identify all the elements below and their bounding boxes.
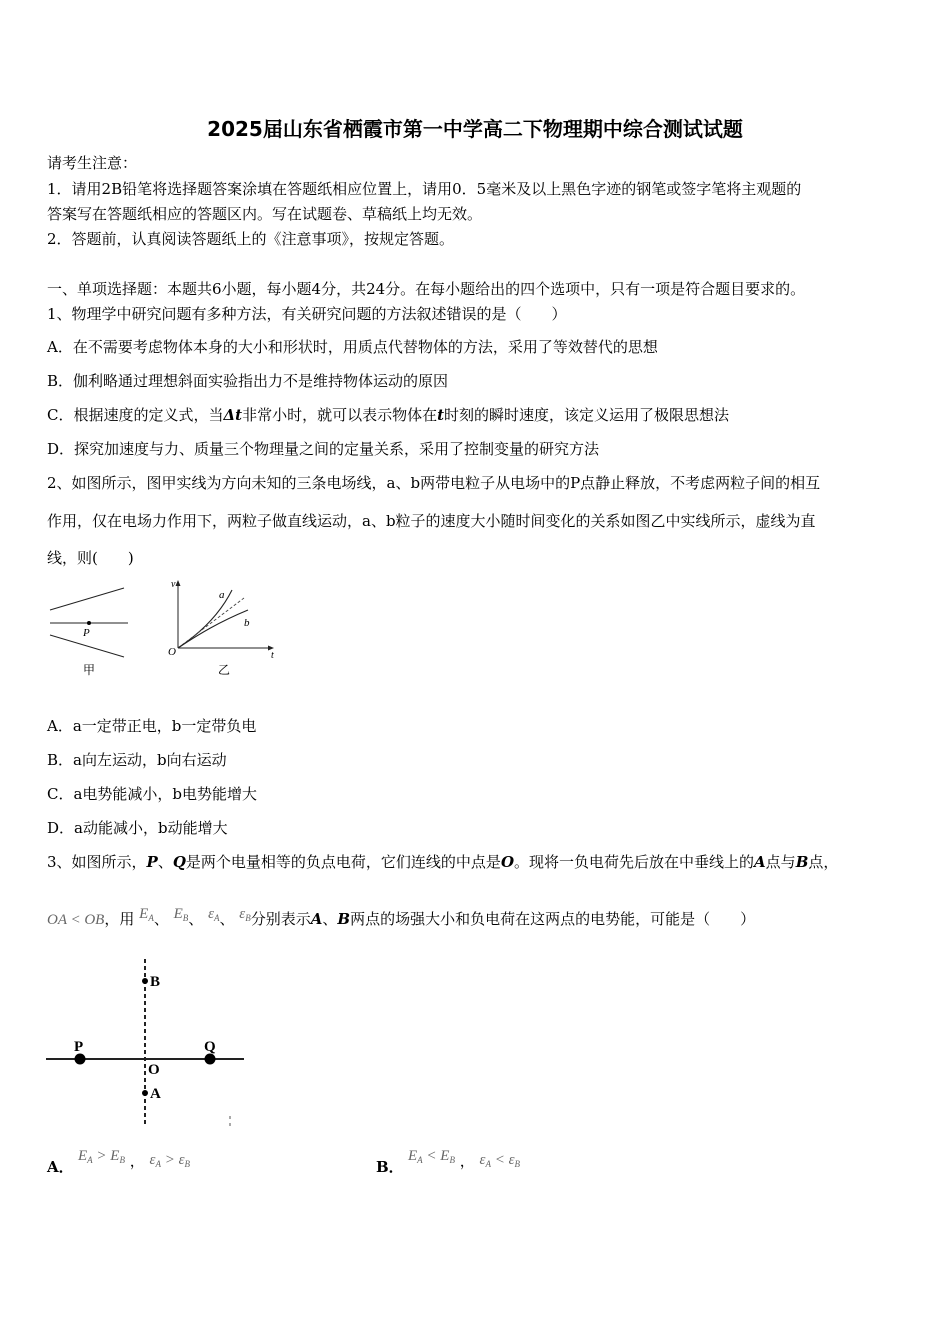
q3-dun-2: 、 xyxy=(188,910,204,928)
q3-optA-epsa: $\varepsilon_A$ xyxy=(149,1152,161,1169)
q3-dian: 点， xyxy=(808,853,839,871)
q3-optA-ea: $E_A$ xyxy=(78,1148,93,1165)
q1-option-d: D．探究加速度与力、质量三个物理量之间的定量关系，采用了控制变量的研究方法 xyxy=(47,440,600,458)
q3-and: 点与 xyxy=(765,853,796,871)
label-p: P xyxy=(74,1039,84,1055)
q3-optA-op1: > xyxy=(92,1148,111,1164)
q3-stem-pre: 3、如图所示， xyxy=(47,853,147,871)
label-t: t xyxy=(271,650,274,661)
q3-rest-mid: 两点的场强大小和负电荷在这两点的电势能，可能是（ ） xyxy=(350,910,756,928)
notice-line-1a: 1．请用2B铅笔将选择题答案涂填在答题纸相应位置上，请用0．5毫米及以上黑色字迹的钢笔或签字笔将主观题的 xyxy=(47,180,802,198)
label-v: v xyxy=(171,579,176,590)
q3-option-a-formula xyxy=(78,1144,191,1170)
q1-stem: 1、物理学中研究问题有多种方法，有关研究问题的方法叙述错误的是（ ） xyxy=(47,305,567,323)
q3-eps-b: $\varepsilon_B$ xyxy=(239,906,251,923)
q1-delta-t: Δt xyxy=(223,406,243,424)
label-o: O xyxy=(148,1062,160,1078)
q3-option-b-formula xyxy=(408,1144,521,1170)
label-b: b xyxy=(244,617,250,629)
q3-optA-comma: ， xyxy=(129,1152,145,1170)
q3-option-a-label: A． xyxy=(47,1158,74,1176)
label-a: A xyxy=(150,1086,161,1102)
caption-jia: 甲 xyxy=(83,663,96,677)
notice-heading: 请考生注意： xyxy=(47,154,138,172)
q3-optB-epsb: $\varepsilon_B$ xyxy=(508,1152,521,1169)
q1-option-a: A．在不需要考虑物体本身的大小和形状时，用质点代替物体的方法，采用了等效替代的思想 xyxy=(47,338,658,356)
q3-rest-sep: 、 xyxy=(322,910,338,928)
point-a xyxy=(142,1090,148,1096)
q3-dun-1: 、 xyxy=(153,910,169,928)
q3-ea: $E_A$ xyxy=(139,906,154,923)
charge-q xyxy=(205,1054,216,1065)
q3-b: B xyxy=(795,853,809,871)
q3-optB-eb: $E_B$ xyxy=(440,1148,455,1165)
label-a: a xyxy=(219,589,225,601)
q3-yong: ，用 xyxy=(104,910,135,928)
q3-optA-op2: > xyxy=(160,1152,179,1168)
q3-o: O xyxy=(500,853,515,871)
q1-option-b: B．伽利略通过理想斜面实验指出力不是维持物体运动的原因 xyxy=(47,372,449,390)
charge-p xyxy=(75,1054,86,1065)
curve-b xyxy=(178,610,248,648)
q1-option-c-post: 时刻的瞬时速度，该定义运用了极限思想法 xyxy=(444,406,730,424)
q2-stem-line-3: 线，则( ) xyxy=(47,549,134,567)
label-q: Q xyxy=(204,1039,216,1055)
q3-optA-epsb: $\varepsilon_B$ xyxy=(178,1152,191,1169)
q3-rest-b: B xyxy=(337,910,351,928)
q3-dun-3: 、 xyxy=(219,910,235,928)
q3-option-b-label: B． xyxy=(376,1158,404,1176)
q3-optB-op2: < xyxy=(490,1152,509,1168)
q2-option-b: B．a向左运动，b向右运动 xyxy=(47,751,227,769)
q1-t: t xyxy=(437,406,445,424)
q2-option-d: D．a动能减小，b动能增大 xyxy=(47,819,228,837)
q3-stem-mid: 是两个电量相等的负点电荷，它们连线的中点是 xyxy=(185,853,501,871)
point-p xyxy=(87,621,91,625)
q3-stem-line-1 xyxy=(47,851,838,872)
q3-p: P xyxy=(146,853,158,871)
q3-eps-a: $\varepsilon_A$ xyxy=(208,906,220,923)
figure-q3 xyxy=(44,955,254,1135)
q3-rest-a: A xyxy=(310,910,323,928)
point-b xyxy=(142,978,148,984)
q1-option-c xyxy=(47,404,729,425)
caption-yi: 乙 xyxy=(218,663,231,677)
q3-q: Q xyxy=(172,853,186,871)
label-p: P xyxy=(83,627,90,639)
figure-jia xyxy=(44,582,136,682)
figure-yi xyxy=(164,576,284,682)
page-title: 2025届山东省栖霞市第一中学高二下物理期中综合测试试题 xyxy=(207,117,743,141)
notice-line-1b: 答案写在答题纸相应的答题区内。写在试题卷、草稿纸上均无效。 xyxy=(47,205,483,223)
q3-a: A xyxy=(754,853,766,871)
q2-option-c: C．a电势能减小，b电势能增大 xyxy=(47,785,258,803)
q2-option-a: A．a一定带正电，b一定带负电 xyxy=(47,717,257,735)
q3-eb: $E_B$ xyxy=(173,906,189,923)
q3-optB-comma: ， xyxy=(459,1152,475,1170)
q3-optB-op1: < xyxy=(422,1148,441,1164)
v-axis-arrow xyxy=(176,580,181,586)
notice-line-2: 2．答题前，认真阅读答题纸上的《注意事项》，按规定答题。 xyxy=(47,230,455,248)
field-line-top xyxy=(50,588,124,610)
q3-rest-pre: 分别表示 xyxy=(250,910,311,928)
q3-stem-post: 。现将一负电荷先后放在中垂线上的 xyxy=(514,853,755,871)
q3-optB-ea: $E_A$ xyxy=(408,1148,423,1165)
q3-optA-eb: $E_B$ xyxy=(110,1148,125,1165)
label-b: B xyxy=(150,974,161,990)
dashed-line xyxy=(178,598,244,648)
q3-sep: 、 xyxy=(157,853,173,871)
q2-stem-line-2: 作用，仅在电场力作用下，两粒子做直线运动，a、b粒子的速度大小随时间变化的关系如图乙中实线所示，虚线为直 xyxy=(47,512,816,530)
q3-condition: OA < OB xyxy=(47,912,105,928)
q2-stem-line-1: 2、如图所示，图甲实线为方向未知的三条电场线，a、b两带电粒子从电场中的P点静止释放，不考虑两粒子间的相互 xyxy=(47,474,821,492)
q1-option-c-pre: C．根据速度的定义式，当 xyxy=(47,406,224,424)
q3-optB-epsa: $\varepsilon_A$ xyxy=(479,1152,491,1169)
section-1-heading: 一、单项选择题：本题共6小题，每小题4分，共24分。在每小题给出的四个选项中，只有一项是符合题目要求的。 xyxy=(47,280,806,298)
q1-option-c-mid: 非常小时，就可以表示物体在 xyxy=(242,406,438,424)
label-o: O xyxy=(168,646,176,658)
q3-stem-line-2 xyxy=(47,908,755,929)
